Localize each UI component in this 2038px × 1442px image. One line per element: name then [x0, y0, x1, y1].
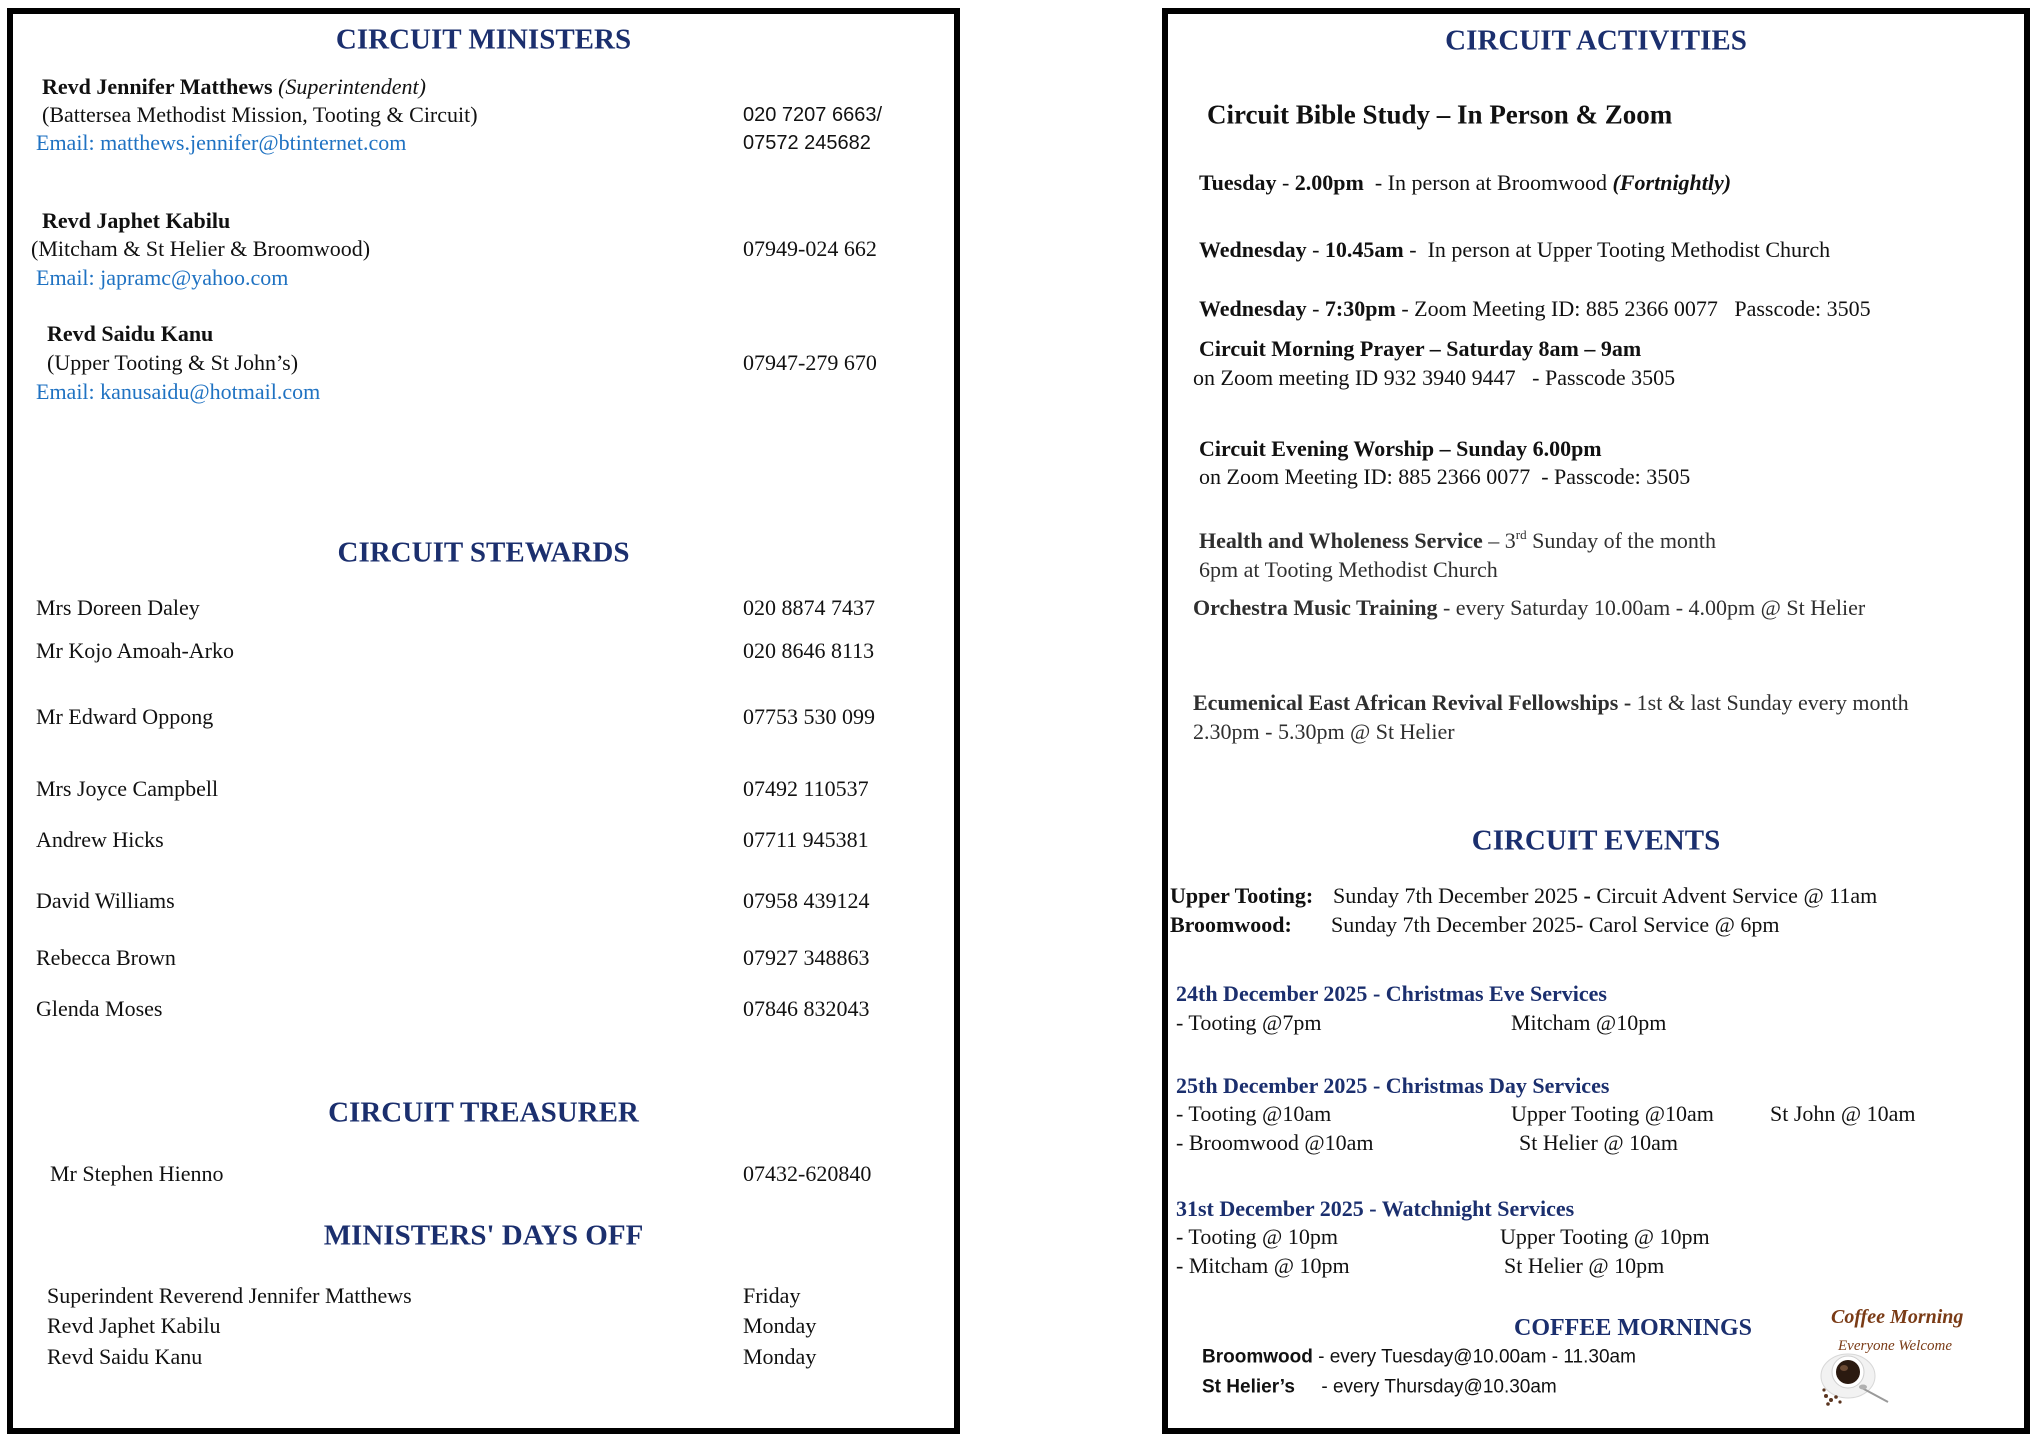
- activity-wednesday-am: [1199, 239, 1830, 261]
- event-date: 31st December 2025: [1176, 1196, 1364, 1221]
- activity-time: 7:30pm: [1324, 296, 1396, 321]
- health-detail: 6pm at Tooting Methodist Church: [1199, 557, 1498, 582]
- event-broomwood-detail: Sunday 7th December 2025- Carol Service @ 6pm: [1331, 912, 1780, 937]
- days-off-name: Revd Saidu Kanu: [47, 1344, 203, 1369]
- evening-worship-detail: on Zoom Meeting ID: 885 2366 0077 - Passcode: 3505: [1199, 464, 1691, 489]
- steward-phone: 020 8646 8113: [743, 638, 875, 663]
- coffee-morning-image: [1818, 1300, 1993, 1412]
- activity-day: Wednesday: [1199, 296, 1307, 321]
- coffee-detail: - every Tuesday@10.00am - 11.30am: [1312, 1346, 1636, 1368]
- minister-email-link[interactable]: Email: japramc@yahoo.com: [36, 265, 289, 290]
- days-off-day: Monday: [743, 1313, 817, 1338]
- minister-name: Revd Japhet Kabilu: [42, 208, 231, 233]
- service-item: - Tooting @ 10pm: [1176, 1224, 1338, 1249]
- service-item: St Helier @ 10pm: [1504, 1253, 1665, 1278]
- orchestra-title: Orchestra Music Training: [1193, 595, 1438, 620]
- activity-note: (Fortnightly): [1612, 170, 1732, 195]
- event-rest: Circuit Advent Service @ 11am: [1590, 883, 1878, 908]
- coffee-place: St Helier’s: [1202, 1376, 1295, 1398]
- minister-phone: 07949-024 662: [743, 236, 877, 261]
- circuit-ministers-heading: CIRCUIT MINISTERS: [335, 23, 632, 56]
- coffee-detail: - every Thursday@10.30am: [1294, 1376, 1557, 1398]
- service-item: - Broomwood @10am: [1176, 1130, 1374, 1155]
- evening-worship-title: Circuit Evening Worship – Sunday 6.00pm: [1199, 436, 1602, 461]
- minister-phone: 07947-279 670: [743, 350, 877, 375]
- event-title: - Christmas Day Services: [1367, 1073, 1610, 1098]
- minister-area: (Mitcham & St Helier & Broomwood): [31, 236, 371, 261]
- morning-prayer-title: Circuit Morning Prayer – Saturday 8am – 9am: [1199, 336, 1642, 361]
- orchestra-rest: - every Saturday 10.00am - 4.00pm @ St Helier: [1437, 595, 1866, 620]
- coffee-item: [1202, 1348, 1636, 1367]
- circuit-stewards-heading: CIRCUIT STEWARDS: [337, 536, 630, 569]
- minister-phone: 07572 245682: [743, 132, 871, 154]
- service-item: St Helier @ 10am: [1519, 1130, 1678, 1155]
- days-off-name: Revd Japhet Kabilu: [47, 1313, 221, 1338]
- christmas-day-heading: [1176, 1075, 1609, 1097]
- ecumenical-title: Ecumenical East African Revival Fellowships: [1193, 690, 1619, 715]
- event-detail: Sunday 7th December 2025: [1333, 883, 1584, 908]
- days-off-day: Friday: [743, 1283, 801, 1308]
- circuit-treasurer-heading: CIRCUIT TREASURER: [328, 1096, 639, 1129]
- service-item: - Mitcham @ 10pm: [1176, 1253, 1350, 1278]
- event-date: 24th December 2025: [1176, 981, 1368, 1006]
- treasurer-name: Mr Stephen Hienno: [50, 1161, 224, 1186]
- minister-email-link[interactable]: Email: matthews.jennifer@btinternet.com: [36, 130, 407, 155]
- event-sep: -: [1583, 883, 1591, 908]
- service-item: Upper Tooting @ 10pm: [1500, 1224, 1710, 1249]
- minister-area: (Battersea Methodist Mission, Tooting & Circuit): [42, 102, 478, 127]
- health-wholeness: [1199, 527, 1717, 553]
- ecumenical-detail: 2.30pm - 5.30pm @ St Helier: [1193, 719, 1455, 744]
- activity-wednesday-pm: [1199, 298, 1871, 320]
- minister-area: (Upper Tooting & St John’s): [47, 350, 299, 375]
- coffee-item: [1202, 1378, 1557, 1397]
- event-upper-tooting: [1170, 885, 1313, 907]
- morning-prayer-detail: on Zoom meeting ID 932 3940 9447 - Passcode 3505: [1193, 365, 1676, 390]
- activity-desc: - Zoom Meeting ID: 885 2366 0077 Passcode: 3505: [1395, 296, 1871, 321]
- event-label: Upper Tooting:: [1170, 883, 1314, 908]
- bible-study-title: Circuit Bible Study – In Person & Zoom: [1207, 99, 1673, 130]
- steward-phone: 07492 110537: [743, 776, 869, 801]
- coffee-image-subtitle: Everyone Welcome: [1838, 1338, 1952, 1354]
- steward-name: Mrs Joyce Campbell: [36, 776, 219, 801]
- activity-day: Wednesday: [1199, 237, 1307, 262]
- activity-sep: -: [1306, 296, 1325, 321]
- minister-entry: [42, 76, 426, 98]
- ministers-days-off-heading: MINISTERS' DAYS OFF: [323, 1219, 644, 1252]
- health-title: Health and Wholeness Service: [1199, 528, 1483, 553]
- steward-name: Mr Kojo Amoah-Arko: [36, 638, 234, 663]
- service-item: Mitcham @10pm: [1511, 1010, 1667, 1035]
- service-item: - Tooting @7pm: [1176, 1010, 1322, 1035]
- days-off-name: Superindent Reverend Jennifer Matthews: [47, 1283, 412, 1308]
- steward-name: Glenda Moses: [36, 996, 163, 1021]
- activity-time: 2.00pm: [1294, 170, 1364, 195]
- coffee-image-title: Coffee Morning: [1831, 1306, 1964, 1328]
- ecumenical-sep: -: [1618, 690, 1637, 715]
- activity-time: 10.45am: [1324, 237, 1404, 262]
- steward-phone: 07711 945381: [743, 827, 869, 852]
- steward-phone: 020 8874 7437: [743, 595, 875, 620]
- event-title: - Watchnight Services: [1363, 1196, 1575, 1221]
- circuit-activities-heading: CIRCUIT ACTIVITIES: [1445, 24, 1747, 57]
- steward-name: David Williams: [36, 888, 175, 913]
- event-date: 25th December 2025: [1176, 1073, 1368, 1098]
- activity-sep: -: [1306, 237, 1325, 262]
- event-upper-tooting-detail: [1333, 885, 1877, 907]
- health-rest: Sunday of the month: [1526, 528, 1717, 553]
- days-off-day: Monday: [743, 1344, 817, 1369]
- circuit-events-heading: CIRCUIT EVENTS: [1471, 824, 1721, 857]
- health-dash: – 3: [1482, 528, 1516, 553]
- ecumenical-fellowship: [1193, 692, 1909, 714]
- steward-phone: 07846 832043: [743, 996, 870, 1021]
- minister-name: Revd Saidu Kanu: [47, 321, 214, 346]
- steward-name: Andrew Hicks: [36, 827, 164, 852]
- service-item: St John @ 10am: [1770, 1101, 1916, 1126]
- coffee-cup-icon: [1818, 1300, 1993, 1412]
- service-item: - Tooting @10am: [1176, 1101, 1332, 1126]
- minister-role: (Superintendent): [278, 74, 426, 99]
- steward-name: Rebecca Brown: [36, 945, 176, 970]
- activity-day: Tuesday: [1199, 170, 1277, 195]
- steward-name: Mrs Doreen Daley: [36, 595, 200, 620]
- health-sup: rd: [1515, 527, 1527, 542]
- ecumenical-rest: 1st & last Sunday every month: [1636, 690, 1909, 715]
- activity-sep: -: [1276, 170, 1295, 195]
- activity-desc: - In person at Broomwood: [1363, 170, 1613, 195]
- service-item: Upper Tooting @10am: [1511, 1101, 1714, 1126]
- steward-name: Mr Edward Oppong: [36, 704, 214, 729]
- orchestra-training: [1193, 597, 1865, 619]
- coffee-mornings-heading: COFFEE MORNINGS: [1513, 1315, 1752, 1341]
- coffee-place: Broomwood: [1202, 1346, 1313, 1368]
- activity-tuesday: [1199, 172, 1731, 194]
- activity-desc: - In person at Upper Tooting Methodist Church: [1403, 237, 1831, 262]
- event-title: - Christmas Eve Services: [1367, 981, 1607, 1006]
- steward-phone: 07753 530 099: [743, 704, 875, 729]
- watchnight-heading: [1176, 1198, 1574, 1220]
- steward-phone: 07927 348863: [743, 945, 870, 970]
- event-broomwood-label: Broomwood:: [1170, 912, 1292, 937]
- treasurer-phone: 07432-620840: [743, 1161, 872, 1186]
- minister-email-link[interactable]: Email: kanusaidu@hotmail.com: [36, 379, 321, 404]
- steward-phone: 07958 439124: [743, 888, 870, 913]
- christmas-eve-heading: [1176, 983, 1607, 1005]
- minister-phone: 020 7207 6663/: [743, 104, 883, 126]
- minister-name: Revd Jennifer Matthews: [42, 74, 273, 99]
